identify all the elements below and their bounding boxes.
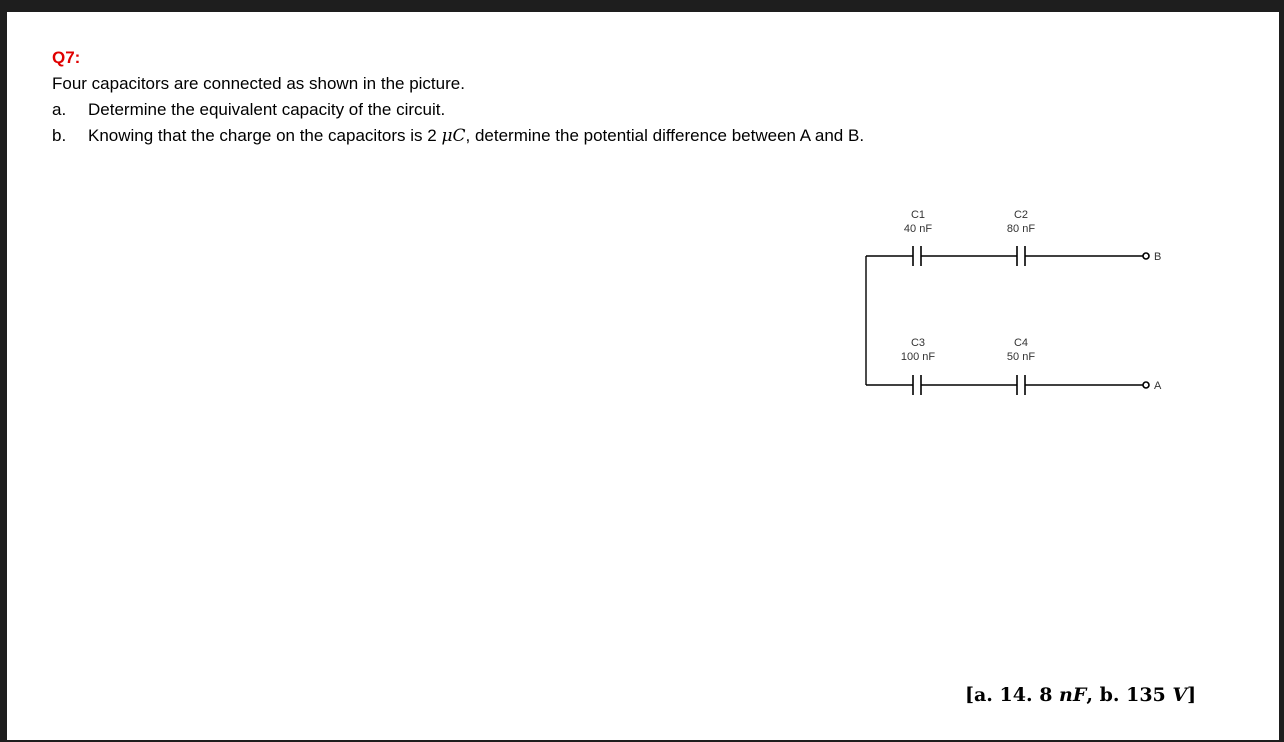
- terminal-a-label: A: [1154, 380, 1162, 392]
- question-intro: Four capacitors are connected as shown in the picture.: [52, 74, 465, 93]
- circuit-diagram: [7, 12, 1279, 740]
- c1-value: 40 nF: [903, 223, 933, 235]
- charge-unit: μC: [441, 126, 466, 146]
- capacitor-c4: [1017, 375, 1025, 395]
- answer-mid: , b.: [1086, 684, 1127, 706]
- list-text-a: Determine the equivalent capacity of the circuit.: [88, 100, 446, 119]
- answer-unit-b: V: [1172, 684, 1188, 706]
- answer-open: [a.: [965, 684, 1000, 706]
- answer-value-b: 135: [1126, 684, 1173, 706]
- c3-value: 100 nF: [900, 351, 936, 363]
- capacitor-c3: [913, 375, 921, 395]
- list-text-b-before: Knowing that the charge on the capacitors is 2: [88, 126, 442, 145]
- c1-name: C1: [910, 209, 926, 221]
- terminal-b: [1143, 253, 1149, 259]
- answer-close: ]: [1187, 684, 1197, 706]
- list-text-b-after: , determine the potential difference between A and B.: [465, 126, 865, 145]
- document-page: [7, 12, 1279, 740]
- c2-value: 80 nF: [1006, 223, 1036, 235]
- capacitor-c2: [1017, 246, 1025, 266]
- question-label: Q7:: [52, 48, 81, 67]
- c4-name: C4: [1013, 337, 1029, 349]
- answer-value-a: 14. 8: [999, 684, 1060, 706]
- capacitor-c1: [913, 246, 921, 266]
- answer-key: [965, 684, 1196, 706]
- terminal-a: [1143, 382, 1149, 388]
- list-marker-b: b.: [52, 126, 67, 145]
- answer-unit-a: nF: [1059, 684, 1087, 706]
- list-marker-a: a.: [52, 100, 67, 119]
- c2-name: C2: [1013, 209, 1029, 221]
- c3-name: C3: [910, 337, 926, 349]
- c4-value: 50 nF: [1006, 351, 1036, 363]
- terminal-b-label: B: [1154, 251, 1162, 263]
- circuit-wires: [866, 256, 1143, 385]
